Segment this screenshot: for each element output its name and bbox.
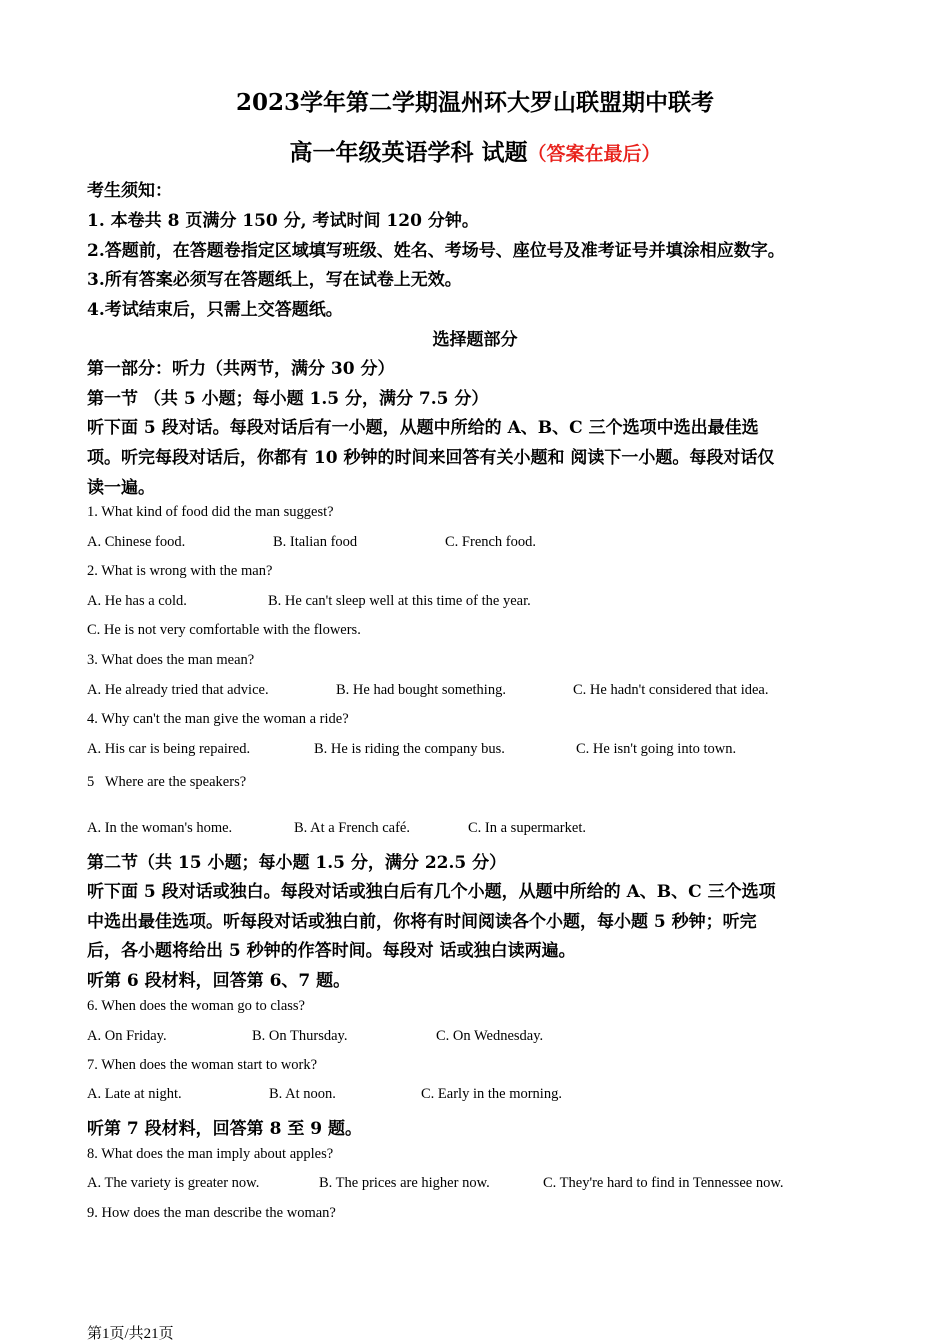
section-title: 选择题部分 <box>432 330 518 350</box>
question-1: 1. What kind of food did the man suggest? <box>87 504 334 520</box>
notice-heading: 考生须知： <box>87 181 172 201</box>
q3-option-b: B. He had bought something. <box>336 682 506 698</box>
sec1-instruction: 读一遍。 <box>87 478 155 498</box>
question-6: 6. When does the woman go to class? <box>87 998 305 1014</box>
exam-subtitle <box>0 134 950 167</box>
q6-option-a: A. On Friday. <box>87 1028 167 1044</box>
sec1-heading: 第一节 （共 5 小题；每小题 1.5 分，满分 7.5 分） <box>87 389 489 409</box>
q2-option-b: B. He can't sleep well at this time of the year. <box>268 593 531 609</box>
notice-item: 1. 本卷共 8 页满分 150 分, 考试时间 120 分钟。 <box>87 211 479 231</box>
question-2: 2. What is wrong with the man? <box>87 563 273 579</box>
sec2-instruction: 听下面 5 段对话或独白。每段对话或独白后有几个小题，从题中所给的 A、B、C 三个选项 <box>87 882 776 902</box>
q5-option-b: B. At a French café. <box>294 820 410 836</box>
q2-option-a: A. He has a cold. <box>87 593 187 609</box>
q1-option-a: A. Chinese food. <box>87 534 186 550</box>
q3-option-c: C. He hadn't considered that idea. <box>573 682 769 698</box>
q5-option-a: A. In the woman's home. <box>87 820 233 836</box>
q6-option-c: C. On Wednesday. <box>436 1028 544 1044</box>
notice-item: 2.答题前，在答题卷指定区域填写班级、姓名、考场号、座位号及准考证号并填涂相应数字。 <box>87 241 785 261</box>
subtitle-text: 高一年级英语学科 试题 <box>289 139 528 166</box>
answer-note: （答案在最后） <box>527 143 661 165</box>
sec2-heading: 第二节（共 15 小题；每小题 1.5 分，满分 22.5 分） <box>87 853 507 873</box>
q8-option-a: A. The variety is greater now. <box>87 1175 260 1191</box>
sec2-instruction: 后，各小题将给出 5 秒钟的作答时间。每段对 话或独白读两遍。 <box>87 941 576 961</box>
q8-option-c: C. They're hard to find in Tennessee now. <box>543 1175 784 1191</box>
q4-option-b: B. He is riding the company bus. <box>314 741 505 757</box>
q7-option-b: B. At noon. <box>269 1086 336 1102</box>
q1-option-b: B. Italian food <box>273 534 358 550</box>
q8-option-b: B. The prices are higher now. <box>319 1175 490 1191</box>
part1-heading: 第一部分：听力（共两节，满分 30 分） <box>87 359 395 379</box>
sec1-instruction: 项。听完每段对话后，你都有 10 秒钟的时间来回答有关小题和 阅读下一小题。每段对话仅 <box>87 448 775 468</box>
q6-option-b: B. On Thursday. <box>252 1028 348 1044</box>
sec1-instruction: 听下面 5 段对话。每段对话后有一小题，从题中所给的 A、B、C 三个选项中选出最佳选 <box>87 418 759 438</box>
q4-option-c: C. He isn't going into town. <box>576 741 737 757</box>
q1-option-c: C. French food. <box>445 534 537 550</box>
question-5: 5 Where are the speakers? <box>87 774 247 790</box>
page-number: 第1页/共21页 <box>87 1326 174 1342</box>
question-8: 8. What does the man imply about apples? <box>87 1146 334 1162</box>
q7-option-c: C. Early in the morning. <box>421 1086 562 1102</box>
q7-option-a: A. Late at night. <box>87 1086 182 1102</box>
question-4: 4. Why can't the man give the woman a ride? <box>87 711 349 727</box>
exam-title: 2023学年第二学期温州环大罗山联盟期中联考 <box>235 89 714 116</box>
question-9: 9. How does the man describe the woman? <box>87 1205 336 1221</box>
q2-option-c: C. He is not very comfortable with the flowers. <box>87 622 361 638</box>
question-3: 3. What does the man mean? <box>87 652 255 668</box>
q5-option-c: C. In a supermarket. <box>468 820 586 836</box>
sec2-instruction: 中选出最佳选项。听每段对话或独白前，你将有时间阅读各个小题，每小题 5 秒钟；听完 <box>87 912 757 932</box>
q3-option-a: A. He already tried that advice. <box>87 682 269 698</box>
material-6-heading: 听第 6 段材料，回答第 6、7 题。 <box>87 971 351 991</box>
notice-item: 3.所有答案必须写在答题纸上，写在试卷上无效。 <box>87 270 462 290</box>
notice-item: 4.考试结束后，只需上交答题纸。 <box>87 300 343 320</box>
material-7-heading: 听第 7 段材料，回答第 8 至 9 题。 <box>87 1119 362 1139</box>
q4-option-a: A. His car is being repaired. <box>87 741 251 757</box>
question-7: 7. When does the woman start to work? <box>87 1057 318 1073</box>
